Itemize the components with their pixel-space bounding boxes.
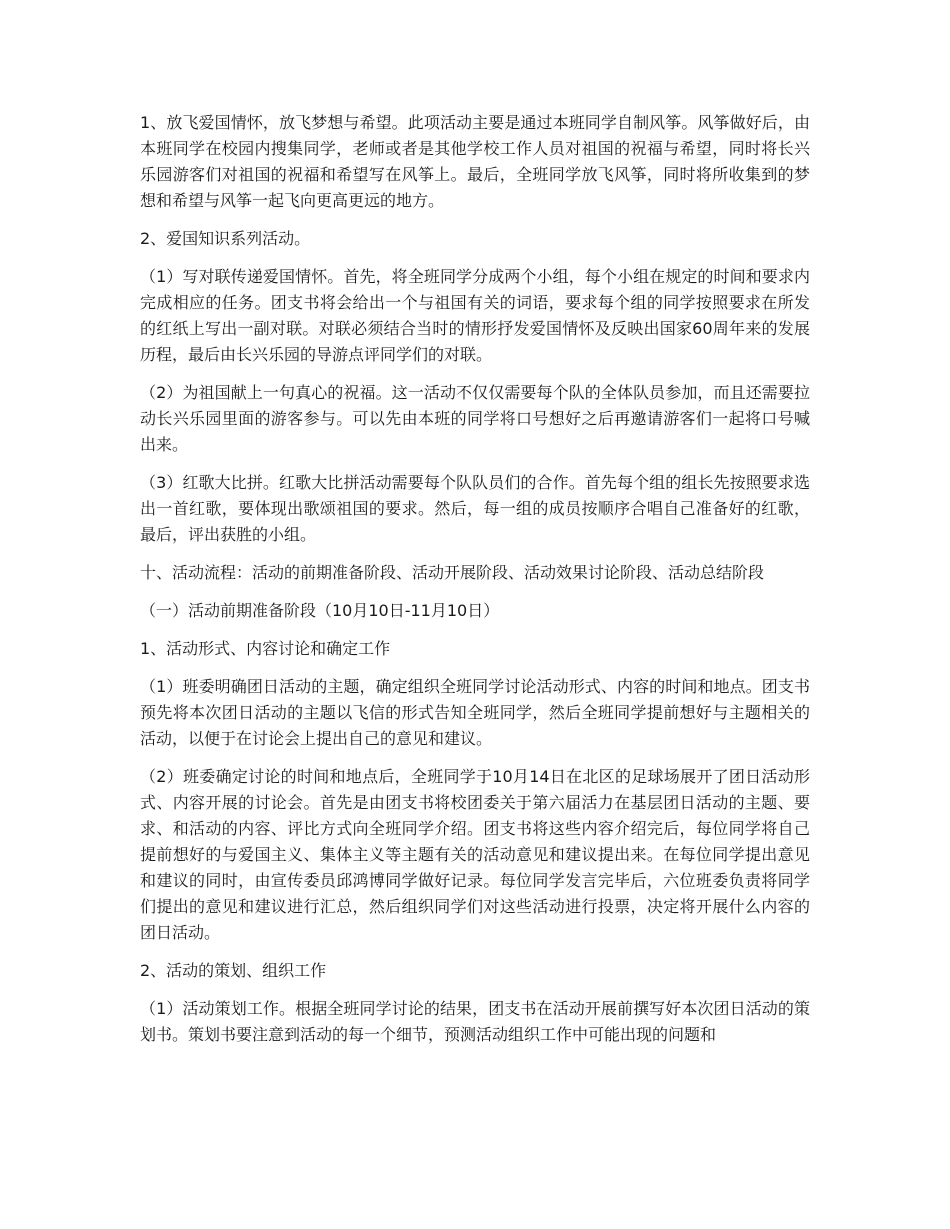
paragraph-planning-work: （1）活动策划工作。根据全班同学讨论的结果，团支书在活动开展前撰写好本次团日活动的策划书。策划书要注意到活动的每一个细节，预测活动组织工作中可能出现的问题和 (140, 999, 810, 1044)
paragraph-red-songs: （3）红歌大比拼。红歌大比拼活动需要每个队队员们的合作。首先每个组的组长先按照要求选出一首红歌，要体现出歌颂祖国的要求。然后，每一组的成员按顺序合唱自己准备好的红歌，最后，评出获胜的小组。 (140, 473, 810, 544)
heading-patriotic-knowledge: 2、爱国知识系列活动。 (140, 229, 311, 248)
paragraph-blessing: （2）为祖国献上一句真心的祝福。这一活动不仅仅需要每个队的全体队员参加，而且还需要拉动长兴乐园里面的游客参与。可以先由本班的同学将口号想好之后再邀请游客们一起将口号喊出来。 (140, 383, 810, 454)
paragraph-couplets: （1）写对联传递爱国情怀。首先，将全班同学分成两个小组，每个小组在规定的时间和要求内完成相应的任务。团支书将会给出一个与祖国有关的词语，要求每个组的同学按照要求在所发的红纸上写出一副对联。对联必须结合当时的情形抒发爱国情怀及反映出国家60周年来的发展历程，最后由长兴乐园的导游点评同学们的对联。 (140, 267, 810, 364)
paragraph-kite-activity: 1、放飞爱国情怀，放飞梦想与希望。此项活动主要是通过本班同学自制风筝。风筝做好后，由本班同学在校园内搜集同学，老师或者是其他学校工作人员对祖国的祝福与希望，同时将长兴乐园游客们对祖国的祝福和希望写在风筝上。最后，全班同学放飞风筝，同时将所收集到的梦想和希望与风筝一起飞向更高更远的地方。 (140, 113, 810, 210)
paragraph-committee-theme: （1）班委明确团日活动的主题，确定组织全班同学讨论活动形式、内容的时间和地点。团支书预先将本次团日活动的主题以飞信的形式告知全班同学，然后全班同学提前想好与主题相关的活动，以便于在讨论会上提出自己的意见和建议。 (140, 677, 810, 748)
paragraph-discussion-meeting: （2）班委确定讨论的时间和地点后，全班同学于10月14日在北区的足球场展开了团日活动形式、内容开展的讨论会。首先是由团支书将校团委关于第六届活力在基层团日活动的主题、要求、和活动的内容、评比方式向全班同学介绍。团支书将这些内容介绍完后，每位同学将自己提前想好的与爱国主义、集体主义等主题有关的活动意见和建议提出来。在每位同学提出意见和建议的同时，由宣传委员邱鸿博同学做好记录。每位同学发言完毕后，六位班委负责将同学们提出的意见和建议进行汇总，然后组织同学们对这些活动进行投票，决定将开展什么内容的团日活动。 (140, 767, 810, 942)
heading-planning-organization: 2、活动的策划、组织工作 (140, 961, 327, 980)
heading-activity-process: 十、活动流程：活动的前期准备阶段、活动开展阶段、活动效果讨论阶段、活动总结阶段 (140, 563, 765, 582)
document-page (140, 110, 810, 1060)
heading-form-content-discussion: 1、活动形式、内容讨论和确定工作 (140, 639, 391, 658)
heading-preparation-stage: （一）活动前期准备阶段（10月10日-11月10日） (140, 601, 500, 620)
